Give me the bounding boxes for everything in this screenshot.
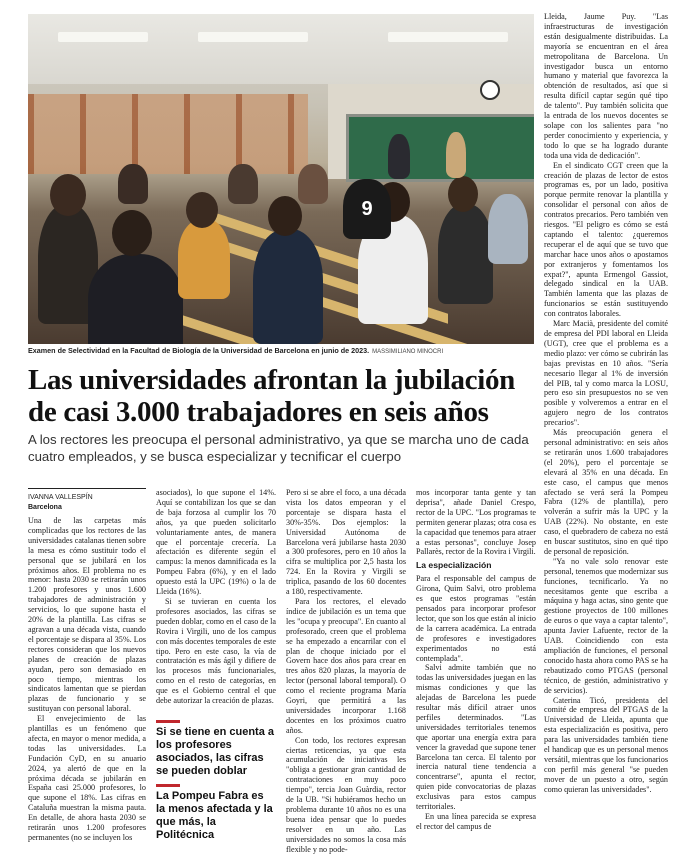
paragraph: En el sindicato CGT creen que la creación de plazas de lector de estos programas es, por un lado, positiva porque permite renovar la plantilla y consolidar el personal con años de contratos precarios. Pero también ven riesgos. "El peligro es cómo se está captando el talento: ¿queremos recuperar el de aquí que se tuvo que marchar hace unos años o apostamos por extranjeros y fomentamos los expat?", apunta Ermengol Gassiot, delegado sindical en la UAB. También lamenta que las plazas de funcionarios se están sustituyendo con contratos laborales. — [544, 160, 668, 319]
caption-text: Examen de Selectividad en la Facultad de Biología de la Universidad de Barcelona en junio de 2023. — [28, 346, 370, 355]
paragraph: Para el responsable del campus de Girona, Quim Salvi, otro problema es que estos programas "están pensados para incorporar profesor lector, que son los que están al inicio de la carrera académica. La entrada de profesores e investigadores experimentados no está contemplada". — [416, 574, 536, 663]
dateline-city: Barcelona — [28, 504, 62, 511]
paragraph: Con todo, los rectores expresan ciertas reticencias, ya que esta acumulación de iniciativas les "obliga a gestionar gran cantidad de contrataciones en muy poco tiempo", tercia Joan Guàrdia, rector de la UB. "Si hubiéramos hecho un problema durante 10 años no es una buena idea pensar que lo puedes resolver en un año. Las universidades no somos la cosa más flexible y no pode- — [286, 735, 406, 854]
student — [88, 254, 183, 344]
paragraph: Para los rectores, el elevado índice de jubilación es un tema que les "ocupa y preocupa". En cuanto al profesorado, creen que el problema se ha empezado a encarrilar con el plan de choque iniciado por el Govern hace dos años para crear en tres años 820 plazas, la mayoría de lector (personal laboral temporal). O como el reciente programa María Goyri, que permitirá a las universidades incorporar 1.168 docentes en los próximos cuatro años. — [286, 596, 406, 735]
paragraph: Marc Macià, presidente del comité de empresa del PDI laboral en Lleida (UGT), cree que el problema es a medio plazo: ver cómo se cubrirán las bajas previstas en 10 años. "Sería necesario llegar al 1% de inversión del PIB, tal y como marca la LOSU, pero eso sin presupuestos no se ven posible y volveremos a entrar en el agujero negro de los contratos precarios". — [544, 319, 668, 428]
invigilator — [446, 132, 466, 178]
text-column-5 — [544, 12, 668, 795]
chalkboard — [346, 114, 534, 182]
byline-rule — [28, 488, 146, 489]
pull-quote-1 — [156, 720, 274, 778]
paragraph: asociados), lo que supone el 14%. Aquí se contabilizan los que se dan de baja forzosa al cumplir los 70 años, ya que pueden solicitarlo voluntariamente antes, de manera que el porcentaje crecería. La afectación es diferente según el campus: la menos damnificada es la Pompeu Fabra (6%), y en el lado opuesto está la UPC (19%) o la de Lleida (16%). — [156, 488, 276, 597]
text-column-4 — [416, 488, 536, 832]
classroom-windows — [28, 94, 308, 174]
student-head — [448, 176, 478, 212]
pull-quote-text: La Pompeu Fabra es la menos afectada y la que más, la Politécnica — [156, 790, 273, 841]
text-column-1 — [28, 516, 146, 843]
paragraph: Pero si se abre el foco, a una década vista los datos empeoran y el porcentaje se dispara hasta el 30%-35%. Dos ejemplos: la Universidad Autónoma de Barcelona verá jubilarse hasta 2030 a 300 profesores, pero en 10 años la cifra se multiplica por 2,5 hasta los 724. En la Rovira y Virgili se triplica, pasando de los 60 docentes a 180, respectivamente. — [286, 488, 406, 597]
ceiling — [28, 14, 534, 84]
paragraph: Caterina Ticó, presidenta del comité de empresa del PTGAS de la Universidad de Lleida, apunta que esta especialización es positiva, pero para las universidades también tiene el handicap que es un personal menos versátil, mientras que los funcionarios con perfil más general "se pueden mover de un puesto a otro, según como quieran las universidades". — [544, 695, 668, 794]
paragraph: Más preocupación genera el personal administrativo: en seis años se retirarán unos 1.600 trabajadores (el 20%), pero el porcentaje se elevará al 35% en una década. En este caso, el campus que menos afectado se verá será la Pompeu Fabra (12% de plantilla), pero volverán a sufrir más la UPC y la UAB (22%). No obstante, en este caso, el quebradero de cabeza no está en buscar sustitutos, sino en qué tipo de personal de reposición. — [544, 428, 668, 556]
paragraph: "Ya no vale solo renovar este personal, tenemos que modernizar sus funciones, tecnificarlo. Ya no necesitamos gente que escriba a máquina y haga actas, sino gente que gestione proyectos de 100 millones de euros o que vaya a captar talento", apunta Javier Lafuente, rector de la UAB. Coincidiendo con esta ampliación de funciones, el personal conocido hasta ahora como PAS se ha rebautizado como PTGAS (personal técnico, de gestión, administrativo y de servicios). — [544, 556, 668, 695]
student — [253, 229, 323, 344]
paragraph: Una de las carpetas más complicadas que los rectores de las universidades catalanas tienen sobre la mesa es cómo sustituir todo el personal que se jubilará en los próximos años. El problema no es menor: hasta 2030 se retirarán unos 1.200 profesores y unos 1.600 trabajadores de administración y servicios, lo que supone hasta el 20% de la plantilla. Las cifras se agravan a una década vista, cuando el porcentaje se dispara al 35%. Los rectores consideran que los nuevos planes de creación de plazas ayudan, pero son demasiado en poco tiempo, mientras los sindicatos lamentan que se pierdan plazas de funcionario y se sustituyan con personal laboral. — [28, 516, 146, 714]
text-column-3 — [286, 488, 406, 855]
paragraph: Si se tuvieran en cuenta los profesores asociados, las cifras se pueden doblar, como en el caso de la Rovira i Virgili, uno de los campus con más docentes temporales de este tipo. Pero en este caso, la vía de contratación es más ágil y difiere de los procesos más funcionariales, como en el resto de categorías, en que es el Gobierno central el que debe autorizar la creación de plazas. — [156, 596, 276, 706]
accent-bar — [156, 784, 180, 787]
paragraph: El envejecimiento de las plantillas es un fenómeno que afecta, en mayor o menor medida, a todas las universidades. La Fundación CyD, en su anuario 2024, ya alertó de que en la próxima década se jubilarán en España casi 25.000 profesores, lo que supone el 18%. Las cifras en Cataluña muestran la misma pauta. En detalle, de ahora hasta 2030 se retirarán unos 1.200 profesores permanentes (no se incluyen los — [28, 714, 146, 842]
ceiling-light — [58, 32, 148, 42]
student — [118, 164, 148, 204]
student — [488, 194, 528, 264]
paragraph: Lleida, Jaume Puy. "Las infraestructuras de investigación están desigualmente distribuidas. La mayoría se encuentran en el área metropolitana de Barcelona. Un investigador busca un entorno humano y material que favorezca la obtención de resultados, así que si resulta difícil captar según qué tipo de talento". Puy también solicita que la entrada de los nuevos docentes se solape con los salientes para "no perder conocimiento y experiencia, y todo lo que se ha logrado durante toda una vida de dedicación". — [544, 12, 668, 160]
pull-quote-text: Si se tiene en cuenta a los profesores asociados, las cifras se pueden doblar — [156, 726, 274, 777]
accent-bar — [156, 720, 180, 723]
invigilator — [388, 134, 410, 179]
student — [178, 219, 230, 299]
byline: IVANNA VALLESPÍN — [28, 494, 93, 501]
subheadline: A los rectores les preocupa el personal administrativo, ya que se marcha uno de cada cuatro empleados, y se busca especializar y tecnificar el cuerpo — [28, 432, 529, 464]
student — [298, 164, 328, 204]
student-head — [268, 196, 302, 236]
text-column-2 — [156, 488, 276, 706]
student-head — [50, 174, 86, 216]
headline: Las universidades afrontan la jubilación de casi 3.000 trabajadores en seis años — [28, 364, 516, 428]
shirt-number: 9 — [343, 179, 391, 239]
student — [438, 204, 493, 304]
student — [228, 164, 258, 204]
exam-hall-photo — [28, 14, 534, 344]
paragraph: mos incorporar tanta gente y tan deprisa", añade Daniel Crespo, rector de la UPC. "Los programas te permiten generar plazas; otra cosa es la capacidad que tenemos para atraer a estas personas", concluye Josep Pallarès, rector de la Rovira i Virgili. — [416, 488, 536, 557]
student-head — [112, 210, 152, 256]
pull-quote-2 — [156, 784, 274, 842]
section-title: La especialización — [416, 560, 492, 571]
photo-caption — [28, 346, 534, 355]
ceiling-light — [198, 32, 308, 42]
photo-credit: MASSIMILIANO MINOCRI — [372, 349, 444, 355]
student-head — [186, 192, 218, 228]
paragraph: Salvi admite también que no todas las universidades juegan en las mismas condiciones y que las alejadas de Barcelona les puede resultar más difícil atraer unos perfiles determinados. "Las universidades territoriales tenemos que aportar una energía extra para vencer la gravedad que supone tener Barcelona tan cerca. El talento por inercia natural tiene tendencia a concentrarse", apunta el rector, quien pide convocatorias de plazas exclusivas para estos campus territoriales. — [416, 663, 536, 812]
ceiling-light — [388, 32, 508, 42]
wall-clock-icon — [480, 80, 500, 100]
paragraph: En una línea parecida se expresa el rector del campus de — [416, 812, 536, 831]
